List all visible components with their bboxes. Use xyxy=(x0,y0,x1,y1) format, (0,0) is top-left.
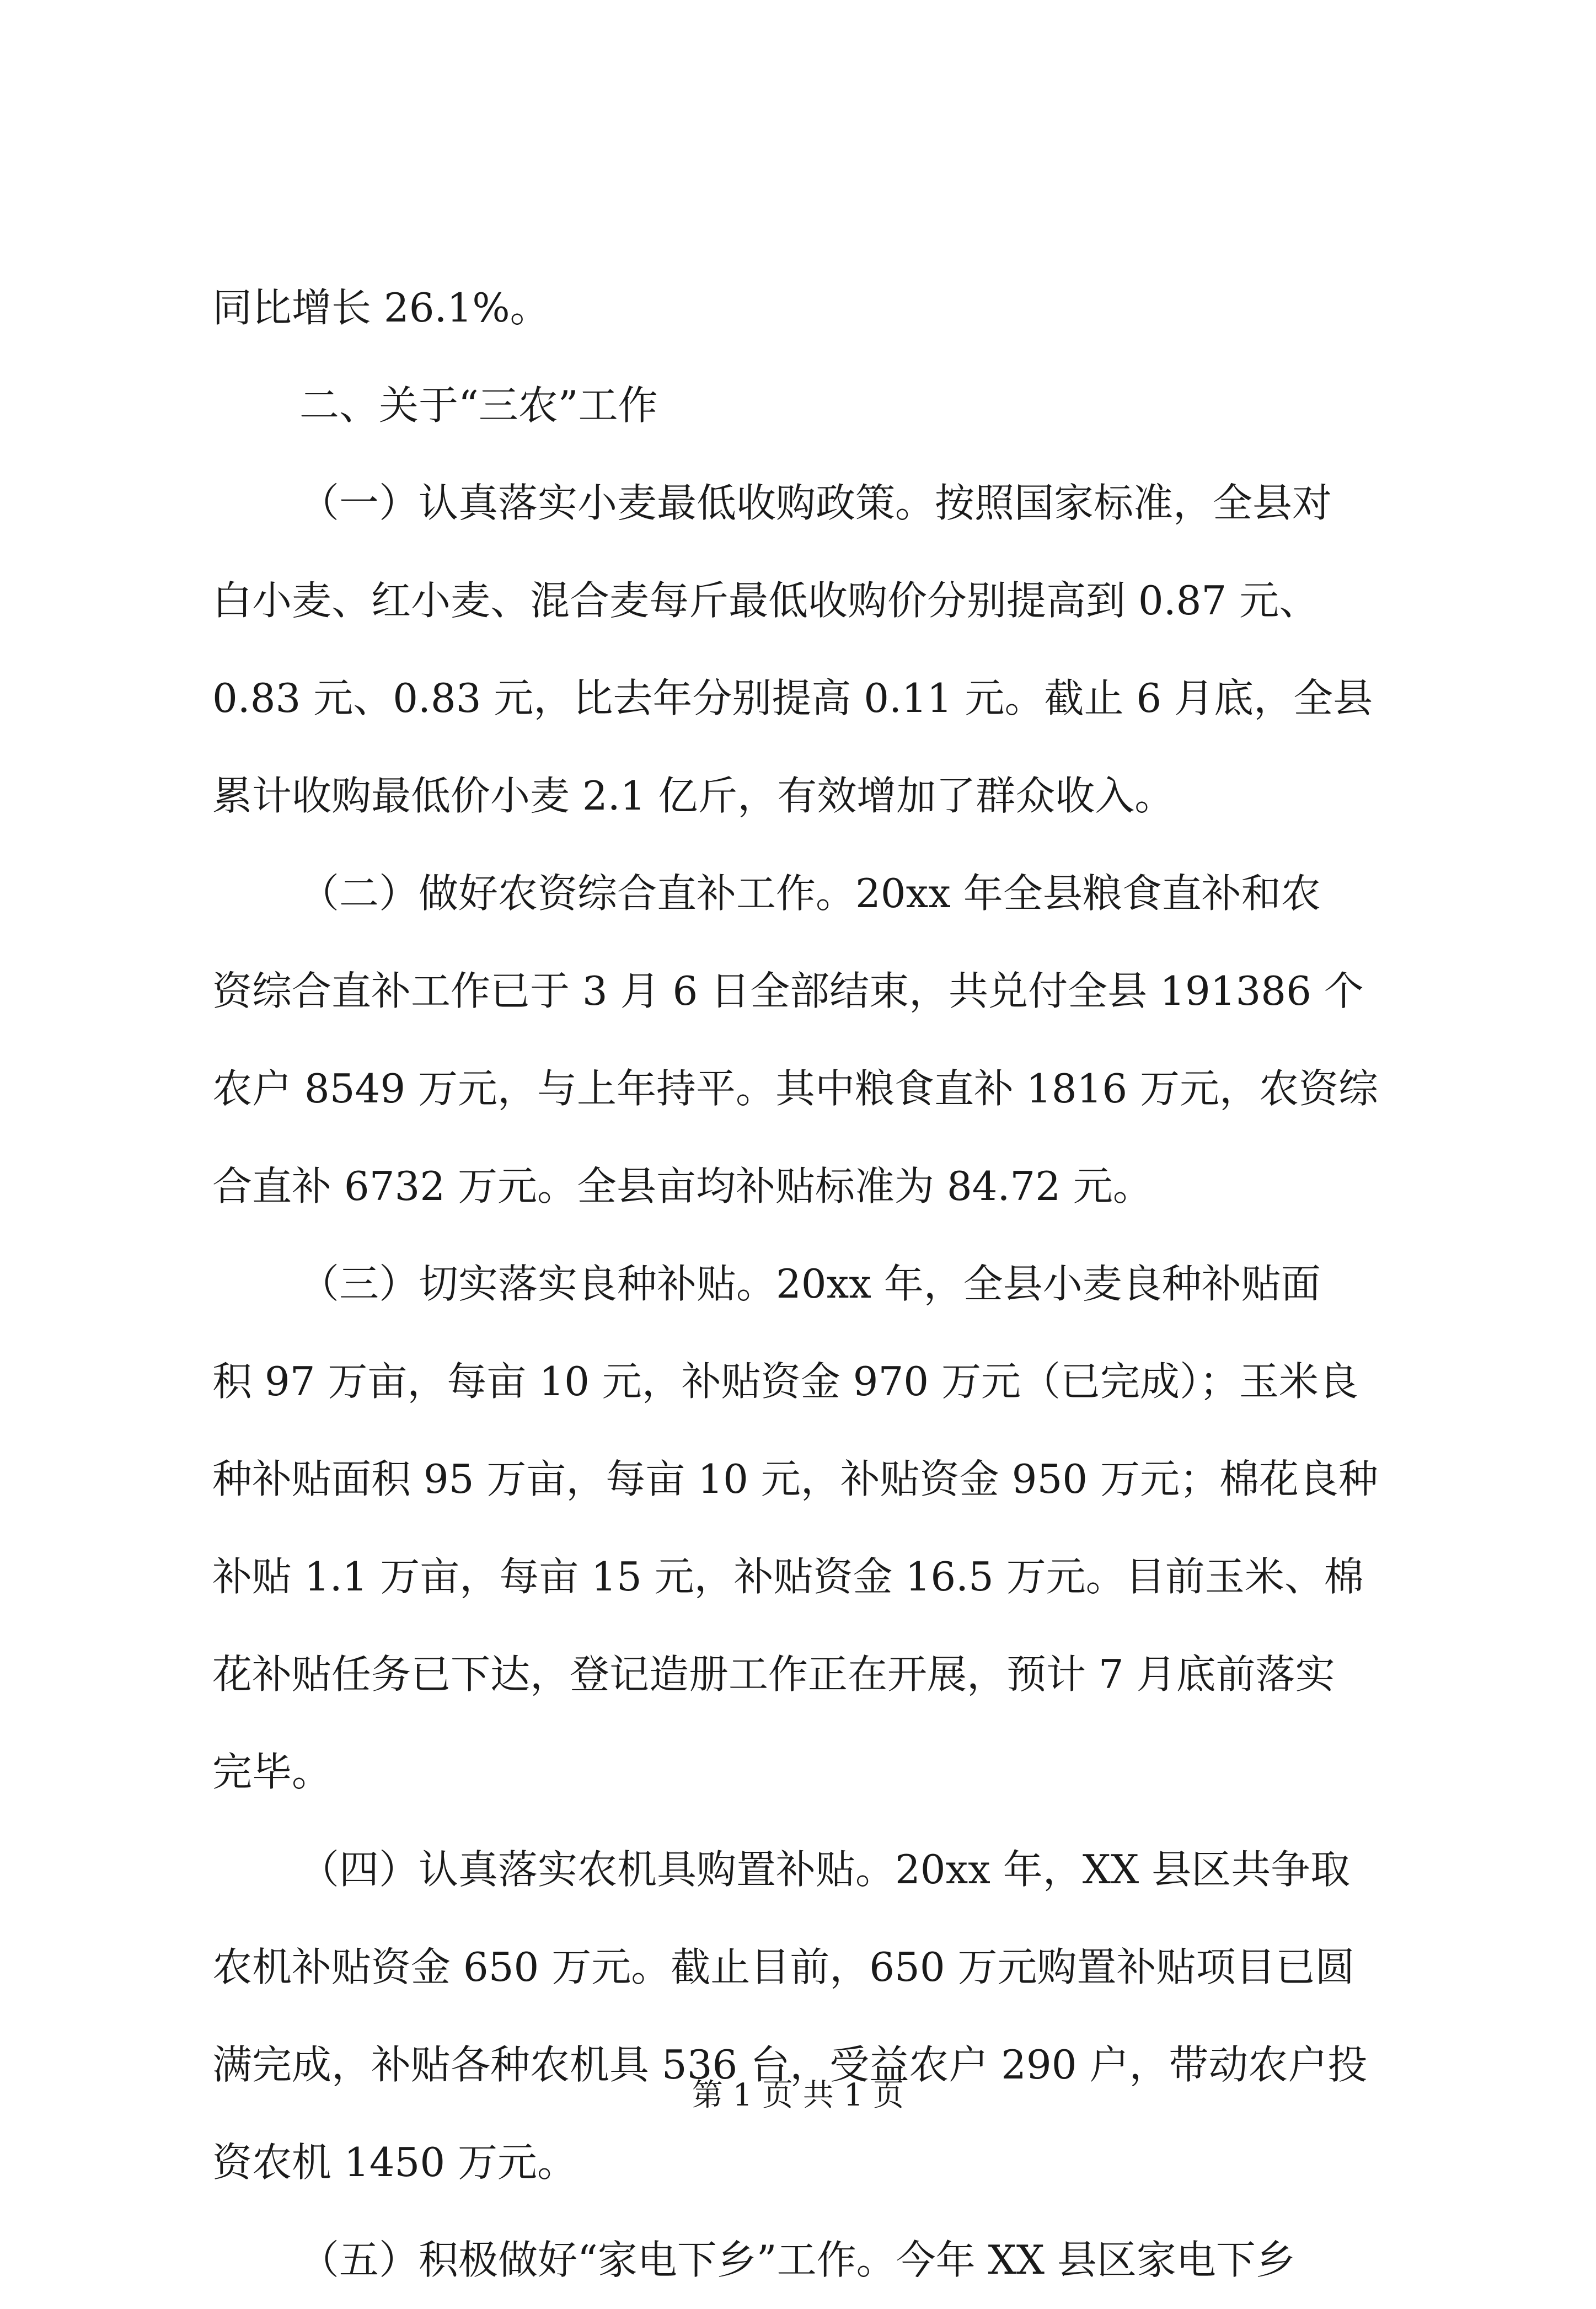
text-line: （三）切实落实良种补贴。20xx 年，全县小麦良种补贴面 xyxy=(299,1261,1321,1307)
text-line: 完毕。 xyxy=(212,1749,332,1795)
text-line: 累计收购最低价小麦 2.1 亿斤，有效增加了群众收入。 xyxy=(212,773,1175,819)
text-line: 花补贴任务已下达，登记造册工作正在开展，预计 7 月底前落实 xyxy=(212,1651,1335,1697)
document-body xyxy=(212,259,1401,2309)
text-line: 补贴 1.1 万亩，每亩 15 元，补贴资金 16.5 万元。目前玉米、棉 xyxy=(212,1553,1364,1600)
text-line: （四）认真落实农机具购置补贴。20xx 年，XX 县区共争取 xyxy=(299,1846,1351,1893)
text-line: 白小麦、红小麦、混合麦每斤最低收购价分别提高到 0.87 元、 xyxy=(212,577,1319,624)
text-line: 满完成，补贴各种农机具 536 台，受益农户 290 户，带动农户投 xyxy=(212,2042,1368,2088)
text-line: 积 97 万亩，每亩 10 元，补贴资金 970 万元（已完成）；玉米良 xyxy=(212,1358,1358,1405)
page-footer: 第 1 页 共 1 页 xyxy=(692,2077,904,2113)
text-line: （一）认真落实小麦最低收购政策。按照国家标准，全县对 xyxy=(299,480,1332,526)
text-line: 种补贴面积 95 万亩，每亩 10 元，补贴资金 950 万元；棉花良种 xyxy=(212,1456,1378,1502)
section-heading: 二、关于“三农”工作 xyxy=(299,382,658,428)
text-line: 合直补 6732 万元。全县亩均补贴标准为 84.72 元。 xyxy=(212,1163,1153,1209)
text-line: （五）积极做好“家电下乡”工作。今年 XX 县区家电下乡 xyxy=(299,2237,1295,2283)
text-line: （二）做好农资综合直补工作。20xx 年全县粮食直补和农 xyxy=(299,870,1321,917)
text-line: 0.83 元、0.83 元，比去年分别提高 0.11 元。截止 6 月底，全县 xyxy=(212,675,1373,721)
text-line: 资农机 1450 万元。 xyxy=(212,2139,577,2185)
text-line: 农机补贴资金 650 万元。截止目前，650 万元购置补贴项目已圆 xyxy=(212,1944,1355,1990)
text-line: 资综合直补工作已于 3 月 6 日全部结束，共兑付全县 191386 个 xyxy=(212,968,1364,1014)
text-line: 同比增长 26.1%。 xyxy=(212,285,550,331)
text-line: 农户 8549 万元，与上年持平。其中粮食直补 1816 万元，农资综 xyxy=(212,1065,1379,1112)
